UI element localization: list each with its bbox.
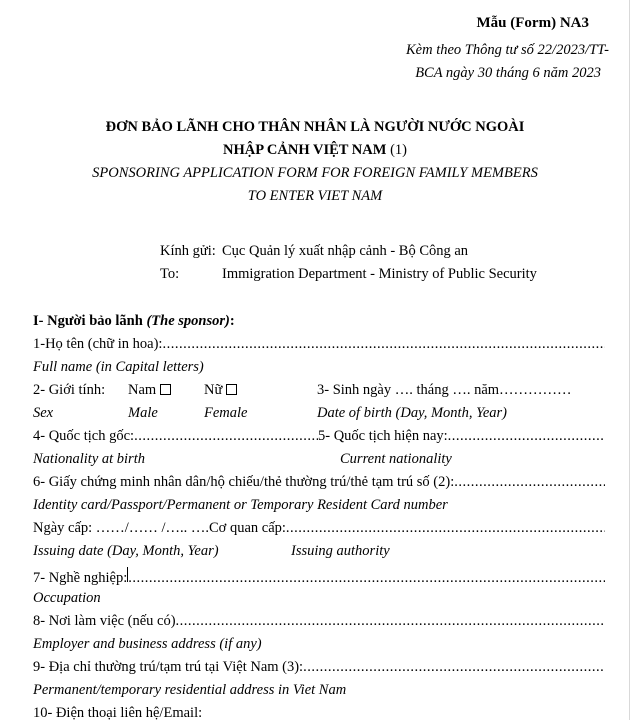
address-label-en: Permanent/temporary residential address in Viet Nam — [33, 682, 347, 698]
issue-date-label: Ngày cấp: ……/…… /….. ….Cơ quan cấp: — [33, 520, 286, 536]
issue-date-field[interactable] — [33, 520, 605, 537]
address-field[interactable] — [33, 659, 605, 676]
addressee-en-value: Immigration Department - Ministry of Public Security — [222, 266, 537, 282]
addressee-vi-label: Kính gửi: — [160, 243, 216, 259]
nationality-current-dots[interactable] — [448, 428, 605, 445]
addressee-en-label: To: — [160, 266, 180, 282]
circular-reference-line2: BCA ngày 30 tháng 6 năm 2023 — [415, 65, 601, 81]
nationality-origin-label: 4- Quốc tịch gốc: — [33, 428, 135, 444]
addressee-vi-value: Cục Quản lý xuất nhập cảnh - Bộ Công an — [222, 243, 469, 259]
nationality-origin-label-en: Nationality at birth — [33, 451, 145, 467]
employer-label-en: Employer and business address (if any) — [33, 636, 262, 652]
title-en-line1: SPONSORING APPLICATION FORM FOR FOREIGN FAMILY MEMBERS — [92, 165, 538, 181]
section-heading — [33, 313, 235, 330]
section-heading-en: (The sponsor) — [146, 313, 230, 329]
dob-label-en: Date of birth (Day, Month, Year) — [317, 405, 507, 421]
title-note: (1) — [386, 142, 407, 158]
nationality-current-field[interactable] — [318, 428, 605, 445]
male-option[interactable] — [128, 382, 171, 399]
id-card-label-en: Identity card/Passport/Permanent or Temporary Resident Card number — [33, 497, 448, 513]
address-label: 9- Địa chỉ thường trú/tạm trú tại Việt Nam (3): — [33, 659, 304, 675]
sex-label-en: Sex — [33, 405, 54, 421]
full-name-label-en: Full name (in Capital letters) — [33, 359, 204, 375]
male-label: Nam — [128, 382, 157, 398]
issue-date-label-en: Issuing date (Day, Month, Year) — [33, 543, 219, 559]
nationality-current-label-en: Current nationality — [340, 451, 452, 467]
employer-field[interactable] — [33, 613, 605, 630]
sex-label: 2- Giới tính: — [33, 382, 106, 398]
id-card-dots[interactable] — [454, 474, 605, 491]
occupation-dots[interactable] — [128, 570, 605, 587]
nationality-current-label: 5- Quốc tịch hiện nay: — [318, 428, 448, 444]
section-heading-colon: : — [229, 313, 235, 329]
male-checkbox[interactable] — [160, 384, 171, 395]
occupation-field[interactable] — [33, 567, 605, 587]
female-label: Nữ — [204, 382, 223, 398]
address-dots[interactable] — [303, 659, 605, 676]
issuing-authority-label-en: Issuing authority — [291, 543, 390, 559]
id-card-label: 6- Giấy chứng minh nhân dân/hộ chiếu/thẻ thường trú/thẻ tạm trú số (2): — [33, 474, 455, 490]
title-vi-line2 — [0, 142, 630, 159]
full-name-label: 1-Họ tên (chữ in hoa): — [33, 336, 163, 352]
circular-reference-line1: Kèm theo Thông tư số 22/2023/TT- — [406, 42, 609, 58]
male-label-en: Male — [128, 405, 158, 421]
employer-label: 8- Nơi làm việc (nếu có) — [33, 613, 176, 629]
female-label-en: Female — [204, 405, 248, 421]
dob-field[interactable]: 3- Sinh ngày …. tháng …. năm…………… — [317, 382, 572, 398]
employer-dots[interactable] — [176, 613, 605, 630]
form-code: Mẫu (Form) NA3 — [476, 15, 589, 31]
full-name-dots[interactable] — [162, 336, 605, 353]
id-card-field[interactable] — [33, 474, 605, 491]
occupation-label: 7- Nghề nghiệp: — [33, 570, 128, 586]
nationality-origin-field[interactable] — [33, 428, 318, 445]
full-name-field[interactable] — [33, 336, 605, 353]
title-vi-line2-text: NHẬP CẢNH VIỆT NAM — [223, 142, 387, 158]
female-checkbox[interactable] — [226, 384, 237, 395]
title-en-line2: TO ENTER VIET NAM — [247, 188, 383, 204]
section-heading-vi: I- Người bảo lãnh — [33, 313, 147, 329]
issue-date-dots[interactable] — [286, 520, 605, 537]
phone-label[interactable]: 10- Điện thoại liên hệ/Email: — [33, 705, 203, 721]
occupation-label-en: Occupation — [33, 590, 101, 606]
female-option[interactable] — [204, 382, 237, 399]
title-vi-line1: ĐƠN BẢO LÃNH CHO THÂN NHÂN LÀ NGƯỜI NƯỚC NGOÀI — [105, 119, 525, 135]
nationality-origin-dots[interactable] — [134, 428, 318, 445]
